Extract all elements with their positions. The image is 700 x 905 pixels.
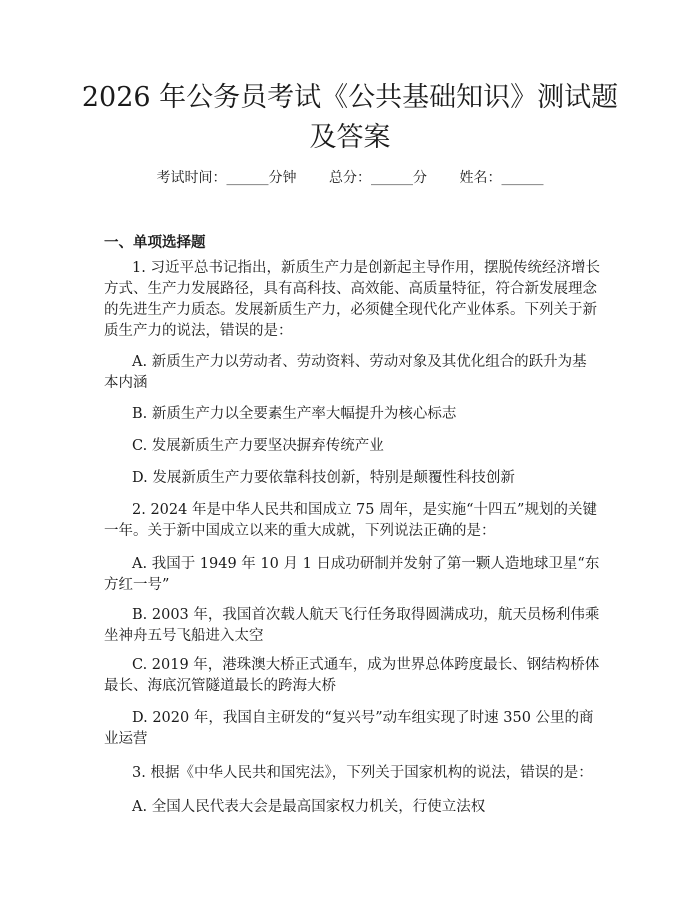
exam-score: 总分：______分: [329, 170, 427, 186]
question-3-stem: 3. 根据《中华人民共和国宪法》，下列关于国家机构的说法，错误的是：: [132, 765, 593, 781]
question-2-option-c: C. 2019 年，港珠澳大桥正式通车，成为世界总体跨度最长、钢结构桥体最长、海底沉管隧道最长的跨海大桥: [104, 657, 600, 694]
question-1-option-c: C. 发展新质生产力要坚决摒弃传统产业: [132, 438, 384, 454]
question-2-option-d: D. 2020 年，我国自主研发的“复兴号”动车组实现了时速 350 公里的商业运营: [104, 710, 594, 747]
title-line-1: 2026 年公务员考试《公共基础知识》测试题: [81, 82, 619, 113]
document-title: [80, 78, 620, 158]
title-line-2: 及答案: [309, 122, 391, 153]
section-title: 一、单项选择题: [104, 235, 206, 251]
question-2-stem: 2. 2024 年是中华人民共和国成立 75 周年，是实施“十四五”规划的关键一年。关于新中国成立以来的重大成就，下列说法正确的是：: [104, 502, 597, 539]
question-2-option-b: B. 2003 年，我国首次载人航天飞行任务取得圆满成功，航天员杨利伟乘坐神舟五号飞船进入太空: [104, 607, 600, 644]
question-1-option-b: B. 新质生产力以全要素生产率大幅提升为核心标志: [132, 406, 457, 422]
exam-meta: [0, 168, 700, 188]
exam-time: 考试时间：______分钟: [156, 170, 297, 186]
question-1-option-a: A. 新质生产力以劳动者、劳动资料、劳动对象及其优化组合的跃升为基本内涵: [104, 354, 587, 391]
question-1-stem: 1. 习近平总书记指出，新质生产力是创新起主导作用，摆脱传统经济增长方式、生产力发展路径，具有高科技、高效能、高质量特征，符合新发展理念的先进生产力质态。发展新质生产力，必须健全现代化产业体系。下列关于新质生产力的说法，错误的是：: [104, 260, 600, 339]
question-1-option-d: D. 发展新质生产力要依靠科技创新，特别是颠覆性科技创新: [132, 470, 515, 486]
question-2-option-a: A. 我国于 1949 年 10 月 1 日成功研制并发射了第一颗人造地球卫星“东方红一号”: [104, 556, 600, 593]
exam-name: 姓名：______: [459, 170, 544, 186]
question-3-option-a: A. 全国人民代表大会是最高国家权力机关，行使立法权: [132, 799, 486, 815]
